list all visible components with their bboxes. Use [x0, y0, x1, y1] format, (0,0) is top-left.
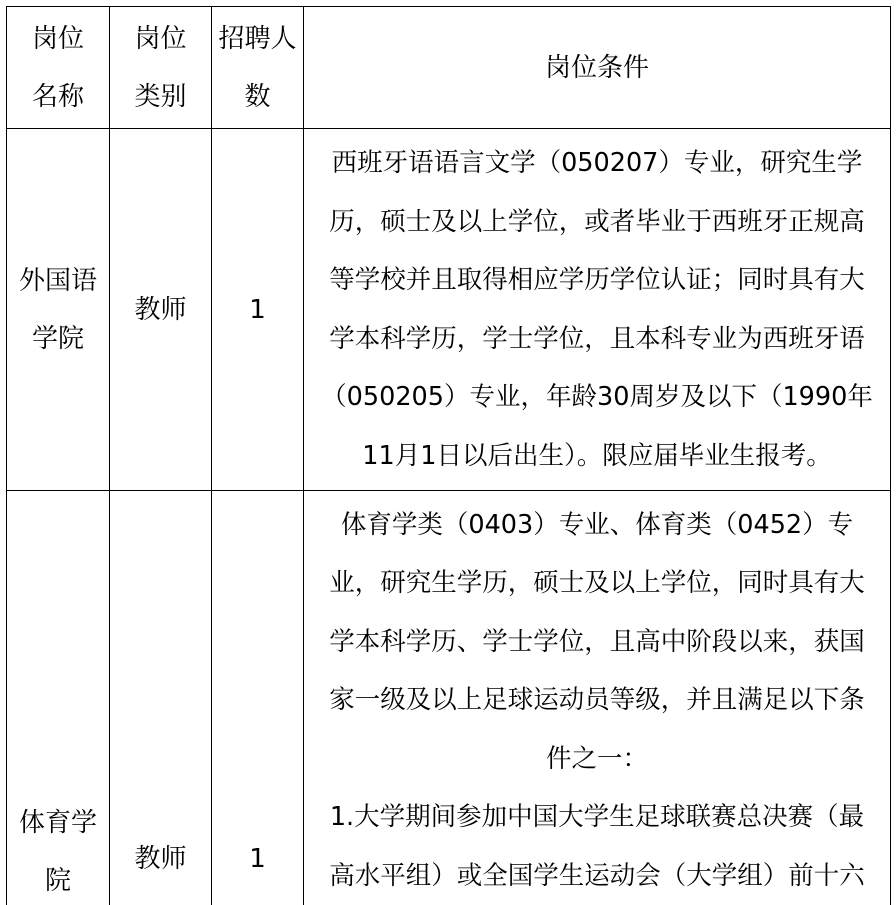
position-name: 外国语 学院 — [7, 129, 110, 491]
headcount: 1 — [212, 129, 304, 491]
position-name: 体育学 院 — [7, 491, 110, 905]
header-row — [7, 7, 891, 129]
header-position-category: 岗位 类别 — [110, 7, 212, 129]
position-conditions: 西班牙语语言文学（050207）专业，研究生学 历，硕士及以上学位，或者毕业于西班牙正规高 等学校并且取得相应学历学位认证；同时具有大 学本科学历，学士学位，且本科专业为西班牙语 （050205）专业，年龄30周岁及以下（1990年 11月1日以后出生）。限应届毕业生报考。 — [304, 129, 891, 491]
position-conditions: 体育学类（0403）专业、体育类（0452）专 业，研究生学历，硕士及以上学位，同时具有大 学本科学历、学士学位，且高中阶段以来，获国 家一级及以上足球运动员等级，并且满足以下条 件之一： 1.大学期间参加中国大学生足球联赛总决赛（最 高水平组）或全国学生运动会（大学组）前十六 — [304, 491, 891, 905]
header-conditions: 岗位条件 — [304, 7, 891, 129]
position-category: 教师 — [110, 491, 212, 905]
header-position-name: 岗位 名称 — [7, 7, 110, 129]
table-row — [7, 129, 891, 491]
header-headcount: 招聘人 数 — [212, 7, 304, 129]
position-category: 教师 — [110, 129, 212, 491]
recruitment-table — [6, 6, 891, 905]
headcount: 1 — [212, 491, 304, 905]
table-row — [7, 491, 891, 905]
